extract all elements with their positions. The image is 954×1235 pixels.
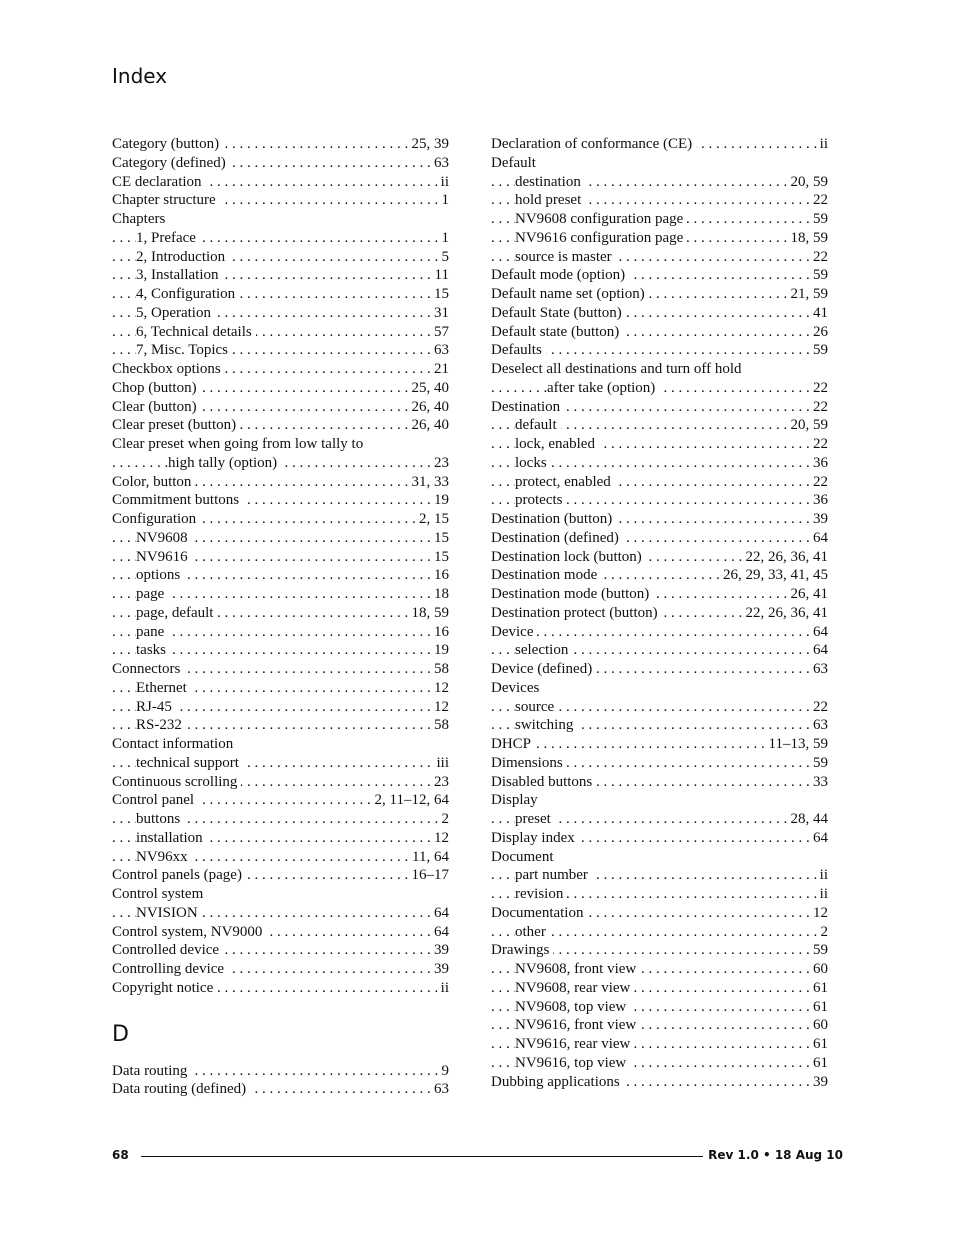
index-right-column xyxy=(491,135,828,1091)
index-entry xyxy=(112,210,449,229)
index-entry-term: buttons xyxy=(136,810,184,829)
index-entry-term: Contact information xyxy=(112,735,237,754)
index-entry-term: Device (defined) xyxy=(491,660,596,679)
index-entry xyxy=(491,866,828,885)
index-entry-page: 19 xyxy=(431,641,449,660)
index-entry xyxy=(491,810,828,829)
index-entry-term: Dubbing applications xyxy=(491,1073,624,1092)
index-entry-page: 2, 15 xyxy=(416,510,449,529)
index-entry-term: preset xyxy=(515,810,555,829)
index-entry-term: Defaults xyxy=(491,341,546,360)
index-entry xyxy=(112,979,449,998)
index-entry xyxy=(491,641,828,660)
index-entry-term: Checkbox options xyxy=(112,360,225,379)
index-entry-page: 28, 44 xyxy=(788,810,829,829)
index-entry-term: 6, Technical details xyxy=(136,323,256,342)
index-entry xyxy=(491,1035,828,1054)
index-entry-page: 33 xyxy=(810,773,828,792)
index-entry-term: Default State (button) xyxy=(491,304,626,323)
index-entry-term: Category (button) xyxy=(112,135,223,154)
index-entry xyxy=(491,923,828,942)
index-entry-page: 61 xyxy=(810,1054,828,1073)
index-entry-term: 4, Configuration xyxy=(136,285,239,304)
index-entry-term: Destination protect (button) xyxy=(491,604,662,623)
index-entry-page: 39 xyxy=(431,960,449,979)
index-entry xyxy=(112,248,449,267)
index-entry-term: Destination mode xyxy=(491,566,601,585)
index-entry-page: 15 xyxy=(431,529,449,548)
index-entry xyxy=(112,304,449,323)
index-entry-page: 60 xyxy=(810,960,828,979)
index-entry xyxy=(491,566,828,585)
index-entry xyxy=(491,585,828,604)
index-entry xyxy=(491,341,828,360)
index-entry-term: NV9616 configuration page xyxy=(515,229,687,248)
index-entry xyxy=(491,304,828,323)
index-entry-term: Clear preset when going from low tally to xyxy=(112,435,367,454)
index-entry-page: 12 xyxy=(810,904,828,923)
index-entry xyxy=(112,960,449,979)
index-entry-page: 22 xyxy=(810,398,828,417)
index-entry-term: tasks xyxy=(136,641,170,660)
index-entry-page: 61 xyxy=(810,1035,828,1054)
index-entry xyxy=(491,473,828,492)
index-entry-page: 2, 11–12, 64 xyxy=(372,791,449,810)
index-entry-term: 3, Installation xyxy=(136,266,223,285)
index-entry-page: 16–17 xyxy=(409,866,450,885)
index-entry xyxy=(491,1016,828,1035)
index-entry xyxy=(112,791,449,810)
index-entry-term: after take (option) xyxy=(547,379,659,398)
index-entry-page: 26 xyxy=(810,323,828,342)
index-entry-term: Destination xyxy=(491,398,564,417)
index-entry-page: 25, 39 xyxy=(409,135,450,154)
index-entry-term: Devices xyxy=(491,679,543,698)
index-entry-page: 5 xyxy=(439,248,450,267)
index-entry-term: 1, Preface xyxy=(136,229,200,248)
index-entry xyxy=(491,623,828,642)
index-entry-term: NV9608, rear view xyxy=(515,979,634,998)
index-entry-term: page, default xyxy=(136,604,217,623)
index-entry xyxy=(491,679,828,698)
index-entry xyxy=(112,773,449,792)
index-entry-term: Chapter structure xyxy=(112,191,220,210)
index-entry xyxy=(112,529,449,548)
index-entry-term: Documentation xyxy=(491,904,587,923)
index-entry-term: destination xyxy=(515,173,585,192)
index-entry-term: locks xyxy=(515,454,551,473)
index-entry xyxy=(112,641,449,660)
index-entry xyxy=(491,135,828,154)
index-entry-term: NV9608 xyxy=(136,529,192,548)
index-entry xyxy=(491,154,828,173)
index-entry-term: Deselect all destinations and turn off hold xyxy=(491,360,746,379)
index-entry-term: Device xyxy=(491,623,537,642)
index-entry-page: ii xyxy=(817,135,828,154)
index-entry-term: Control panels (page) xyxy=(112,866,246,885)
index-entry-term: Control system, NV9000 xyxy=(112,923,266,942)
index-entry xyxy=(112,398,449,417)
index-entry-term: 2, Introduction xyxy=(136,248,229,267)
index-entry-term: Document xyxy=(491,848,557,867)
index-entry-term: Controlling device xyxy=(112,960,228,979)
index-entry xyxy=(491,1054,828,1073)
index-entry-term: Control panel xyxy=(112,791,198,810)
index-entry xyxy=(112,660,449,679)
index-entry-page: 18, 59 xyxy=(788,229,829,248)
index-entry-page: 2 xyxy=(439,810,450,829)
index-entry-page: 59 xyxy=(810,941,828,960)
index-entry-page: 63 xyxy=(810,660,828,679)
footer-page-number: 68 xyxy=(112,1148,129,1162)
index-entry xyxy=(112,473,449,492)
index-entry-page: 15 xyxy=(431,285,449,304)
index-entry-page: 63 xyxy=(431,154,449,173)
index-entry-page: 20, 59 xyxy=(788,416,829,435)
index-entry-term: pane xyxy=(136,623,168,642)
index-entry-page: 22 xyxy=(810,473,828,492)
index-entry xyxy=(491,248,828,267)
index-entry xyxy=(491,323,828,342)
index-entry-page: 22 xyxy=(810,191,828,210)
index-entry-page: 22 xyxy=(810,698,828,717)
index-entry xyxy=(112,266,449,285)
index-entry-page: 23 xyxy=(431,773,449,792)
index-entry xyxy=(112,623,449,642)
index-entry-term: installation xyxy=(136,829,207,848)
index-entry xyxy=(491,998,828,1017)
index-entry xyxy=(112,698,449,717)
index-entry-page: 19 xyxy=(431,491,449,510)
index-entry xyxy=(491,660,828,679)
index-entry xyxy=(112,923,449,942)
index-entry xyxy=(112,566,449,585)
index-entry xyxy=(112,885,449,904)
index-entry-term: Configuration xyxy=(112,510,200,529)
index-entry-page: 63 xyxy=(810,716,828,735)
index-entry-page: 61 xyxy=(810,979,828,998)
index-entry-page: 64 xyxy=(431,904,449,923)
index-entry xyxy=(491,848,828,867)
index-entry xyxy=(112,754,449,773)
index-entry-term: DHCP xyxy=(491,735,535,754)
index-entry-term: Clear (button) xyxy=(112,398,201,417)
index-entry xyxy=(112,435,449,454)
index-entry-term: NV9616, top view xyxy=(515,1054,630,1073)
index-entry-page: 31 xyxy=(431,304,449,323)
index-entry xyxy=(112,454,449,473)
index-entry xyxy=(491,791,828,810)
index-entry-term: Control system xyxy=(112,885,207,904)
index-entry-page: 39 xyxy=(810,1073,828,1092)
index-entry-term: NV9616 xyxy=(136,548,192,567)
index-entry xyxy=(491,716,828,735)
index-entry-term: other xyxy=(515,923,550,942)
index-entry xyxy=(491,491,828,510)
index-entry-term: lock, enabled xyxy=(515,435,599,454)
index-entry-term: Clear preset (button) xyxy=(112,416,240,435)
index-entry xyxy=(491,173,828,192)
index-entry-page: 22 xyxy=(810,248,828,267)
index-entry xyxy=(112,135,449,154)
index-entry-page: 39 xyxy=(431,941,449,960)
index-entry-page: 18 xyxy=(431,585,449,604)
index-entry-page: 41 xyxy=(810,304,828,323)
index-entry-term: Category (defined) xyxy=(112,154,230,173)
index-entry-page: 9 xyxy=(439,1062,450,1081)
index-entry-term: NV96xx xyxy=(136,848,192,867)
index-entry xyxy=(112,679,449,698)
index-entry xyxy=(112,360,449,379)
index-entry-term: Dimensions xyxy=(491,754,567,773)
index-entry-term: protects xyxy=(515,491,566,510)
index-entry-term: Destination mode (button) xyxy=(491,585,653,604)
index-entry-term: Ethernet xyxy=(136,679,191,698)
index-entry xyxy=(491,1073,828,1092)
index-entry-page: 25, 40 xyxy=(409,379,450,398)
index-entry xyxy=(112,810,449,829)
index-entry-page: 12 xyxy=(431,829,449,848)
index-entry-term: Destination lock (button) xyxy=(491,548,646,567)
page-footer xyxy=(112,1146,843,1164)
index-entry-page: 59 xyxy=(810,754,828,773)
index-entry-term: Default name set (option) xyxy=(491,285,649,304)
index-entry-page: 59 xyxy=(810,341,828,360)
index-entry-page: 61 xyxy=(810,998,828,1017)
index-entry-page: 26, 40 xyxy=(409,416,450,435)
index-entry-term: Copyright notice xyxy=(112,979,217,998)
index-entry-page: 26, 29, 33, 41, 45 xyxy=(720,566,828,585)
index-entry-page: ii xyxy=(817,866,828,885)
index-entry xyxy=(491,360,828,379)
index-entry-page: iii xyxy=(433,754,449,773)
index-entry xyxy=(112,154,449,173)
index-entry-term: Commitment buttons xyxy=(112,491,243,510)
index-entry-term: NVISION xyxy=(136,904,202,923)
index-entry-term: NV9608, front view xyxy=(515,960,640,979)
index-entry-page: 1 xyxy=(439,191,450,210)
index-entry-page: 39 xyxy=(810,510,828,529)
index-entry-term: Color, button xyxy=(112,473,195,492)
index-entry-term: 5, Operation xyxy=(136,304,215,323)
index-entry xyxy=(491,960,828,979)
index-entry-page: ii xyxy=(438,173,449,192)
index-entry-page: 36 xyxy=(810,491,828,510)
index-entry xyxy=(491,191,828,210)
section-letter-d: D xyxy=(112,1021,129,1047)
index-entry-term: Data routing xyxy=(112,1062,191,1081)
index-entry xyxy=(112,285,449,304)
index-entry-term: protect, enabled xyxy=(515,473,615,492)
index-entry-term: high tally (option) xyxy=(168,454,281,473)
index-entry xyxy=(491,698,828,717)
index-entry xyxy=(112,548,449,567)
index-entry-term: Destination (defined) xyxy=(491,529,623,548)
index-entry-page: 1 xyxy=(439,229,450,248)
index-entry-term: Destination (button) xyxy=(491,510,616,529)
index-entry-term: page xyxy=(136,585,168,604)
index-entry-page: 22, 26, 36, 41 xyxy=(743,548,829,567)
index-entry-term: Chop (button) xyxy=(112,379,201,398)
index-entry-page: 64 xyxy=(810,623,828,642)
index-entry-term: source is master xyxy=(515,248,616,267)
index-entry-page: 63 xyxy=(431,1080,449,1099)
d-entry-list xyxy=(112,1062,449,1100)
index-entry-page: 18, 59 xyxy=(409,604,450,623)
index-entry xyxy=(112,941,449,960)
index-entry-page: 16 xyxy=(431,566,449,585)
index-entry-term: 7, Misc. Topics xyxy=(136,341,232,360)
index-entry-term: Continuous scrolling xyxy=(112,773,241,792)
index-entry-page: 11, 64 xyxy=(409,848,449,867)
index-entry-page: 15 xyxy=(431,548,449,567)
index-entry xyxy=(491,829,828,848)
index-entry-page: 64 xyxy=(431,923,449,942)
index-entry-term: Drawings xyxy=(491,941,553,960)
index-entry-page: 64 xyxy=(810,641,828,660)
index-entry-page: 22, 26, 36, 41 xyxy=(743,604,829,623)
right-entry-list xyxy=(491,135,828,1091)
index-entry xyxy=(112,585,449,604)
index-entry xyxy=(491,548,828,567)
index-entry xyxy=(491,285,828,304)
index-entry xyxy=(112,1062,449,1081)
index-entry-page: 58 xyxy=(431,660,449,679)
index-entry xyxy=(112,323,449,342)
index-entry-term: Display index xyxy=(491,829,579,848)
index-entry xyxy=(112,904,449,923)
footer-revision: Rev 1.0 • 18 Aug 10 xyxy=(708,1148,843,1162)
index-entry-page: 11 xyxy=(432,266,449,285)
index-entry xyxy=(491,229,828,248)
index-entry xyxy=(112,1080,449,1099)
index-entry xyxy=(491,754,828,773)
index-entry-page: 58 xyxy=(431,716,449,735)
index-entry-term: CE declaration xyxy=(112,173,206,192)
index-entry xyxy=(112,735,449,754)
index-entry-term: technical support xyxy=(136,754,243,773)
index-entry-term: NV9608 configuration page xyxy=(515,210,687,229)
index-entry-page: 31, 33 xyxy=(409,473,450,492)
index-entry xyxy=(491,435,828,454)
index-entry xyxy=(491,266,828,285)
index-entry-page: ii xyxy=(817,885,828,904)
index-entry xyxy=(112,379,449,398)
index-entry xyxy=(491,529,828,548)
index-entry-term: Connectors xyxy=(112,660,184,679)
index-entry-term: RJ-45 xyxy=(136,698,176,717)
index-entry xyxy=(112,341,449,360)
index-entry-term: NV9608, top view xyxy=(515,998,630,1017)
index-entry xyxy=(491,904,828,923)
index-entry xyxy=(112,848,449,867)
index-entry xyxy=(491,735,828,754)
index-entry-page: 16 xyxy=(431,623,449,642)
index-entry xyxy=(491,398,828,417)
index-entry-term: default xyxy=(515,416,561,435)
index-entry xyxy=(491,604,828,623)
index-entry xyxy=(112,173,449,192)
index-entry-term: source xyxy=(515,698,558,717)
index-entry-page: 60 xyxy=(810,1016,828,1035)
index-entry-term: part number xyxy=(515,866,592,885)
index-entry-term: NV9616, rear view xyxy=(515,1035,634,1054)
index-entry-page: 12 xyxy=(431,679,449,698)
index-entry-page: 26, 40 xyxy=(409,398,450,417)
index-entry-page: 22 xyxy=(810,379,828,398)
index-entry-term: Default state (button) xyxy=(491,323,623,342)
index-entry-page: 23 xyxy=(431,454,449,473)
index-entry-term: Declaration of conformance (CE) xyxy=(491,135,696,154)
index-entry-page: ii xyxy=(438,979,449,998)
index-entry-page: 21 xyxy=(431,360,449,379)
index-entry-page: 2 xyxy=(818,923,829,942)
index-entry xyxy=(112,510,449,529)
index-entry xyxy=(491,979,828,998)
index-entry-term: Default xyxy=(491,154,540,173)
footer-rule xyxy=(141,1156,703,1157)
index-entry xyxy=(491,379,828,398)
index-entry xyxy=(491,773,828,792)
index-entry-term: hold preset xyxy=(515,191,585,210)
index-entry-term: Controlled device xyxy=(112,941,223,960)
index-entry-term: Display xyxy=(491,791,542,810)
index-entry xyxy=(112,229,449,248)
index-entry xyxy=(491,510,828,529)
index-entry-page: 64 xyxy=(810,529,828,548)
index-entry-term: NV9616, front view xyxy=(515,1016,640,1035)
index-entry-page: 26, 41 xyxy=(788,585,829,604)
index-entry xyxy=(112,491,449,510)
index-entry xyxy=(491,416,828,435)
index-entry-page: 59 xyxy=(810,210,828,229)
index-entry xyxy=(112,829,449,848)
index-entry-term: Chapters xyxy=(112,210,169,229)
index-entry-term: selection xyxy=(515,641,572,660)
index-entry-term: switching xyxy=(515,716,577,735)
index-entry xyxy=(112,716,449,735)
index-entry xyxy=(491,210,828,229)
index-entry-page: 59 xyxy=(810,266,828,285)
index-entry-page: 64 xyxy=(810,829,828,848)
index-entry xyxy=(491,454,828,473)
index-entry-term: RS-232 xyxy=(136,716,186,735)
index-entry-page: 11–13, 59 xyxy=(766,735,828,754)
index-entry-page: 20, 59 xyxy=(788,173,829,192)
page-title: Index xyxy=(112,64,168,88)
index-entry xyxy=(112,191,449,210)
index-entry-term: Data routing (defined) xyxy=(112,1080,250,1099)
left-entry-list xyxy=(112,135,449,998)
index-entry xyxy=(112,604,449,623)
index-entry-term: options xyxy=(136,566,184,585)
index-entry xyxy=(112,416,449,435)
index-entry xyxy=(112,866,449,885)
index-entry-page: 36 xyxy=(810,454,828,473)
index-entry-page: 63 xyxy=(431,341,449,360)
index-entry-page: 57 xyxy=(431,323,449,342)
index-entry xyxy=(491,941,828,960)
index-entry-term: revision xyxy=(515,885,567,904)
index-left-column xyxy=(112,135,449,1099)
index-entry-term: Disabled buttons xyxy=(491,773,596,792)
index-entry-page: 22 xyxy=(810,435,828,454)
index-entry-term: Default mode (option) xyxy=(491,266,629,285)
index-entry xyxy=(491,885,828,904)
index-entry-page: 21, 59 xyxy=(788,285,829,304)
index-entry-page: 12 xyxy=(431,698,449,717)
